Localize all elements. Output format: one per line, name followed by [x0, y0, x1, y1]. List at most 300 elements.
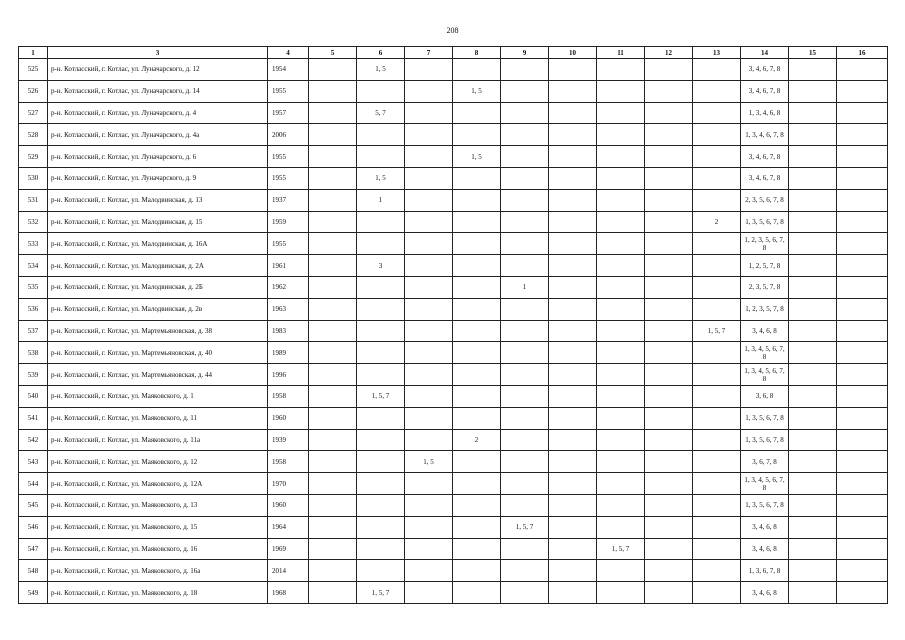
cell-col-8 [453, 167, 501, 189]
cell-col-13 [693, 407, 741, 429]
table-row [19, 560, 888, 582]
cell-col-9 [501, 538, 549, 560]
cell-col-7 [405, 538, 453, 560]
row-number: 544 [19, 473, 48, 495]
cell-col-10 [549, 473, 597, 495]
row-number: 528 [19, 124, 48, 146]
cell-col-6: 1, 5, 7 [357, 385, 405, 407]
cell-col-15 [789, 276, 837, 298]
page-number: 208 [446, 26, 459, 35]
cell-col-11 [597, 80, 645, 102]
cell-col-7 [405, 276, 453, 298]
cell-col-15 [789, 494, 837, 516]
cell-col-6 [357, 560, 405, 582]
address-cell: р-н. Котласский, г. Котлас, ул. Маяковского, д. 13 [48, 494, 268, 516]
cell-col-10 [549, 102, 597, 124]
cell-col-5 [309, 167, 357, 189]
cell-col-14: 1, 3, 5, 6, 7, 8 [741, 494, 789, 516]
column-header-13: 13 [693, 47, 741, 59]
cell-col-6 [357, 451, 405, 473]
year-cell: 1960 [268, 494, 309, 516]
table-row [19, 167, 888, 189]
cell-col-8 [453, 582, 501, 604]
cell-col-8 [453, 124, 501, 146]
year-cell: 1983 [268, 320, 309, 342]
cell-col-7 [405, 298, 453, 320]
cell-col-9 [501, 407, 549, 429]
cell-col-14: 1, 3, 4, 5, 6, 7, 8 [741, 342, 789, 364]
cell-col-16 [837, 473, 888, 495]
year-cell: 1955 [268, 233, 309, 255]
cell-col-15 [789, 364, 837, 386]
cell-col-10 [549, 59, 597, 81]
cell-col-7 [405, 59, 453, 81]
cell-col-6 [357, 342, 405, 364]
cell-col-10 [549, 494, 597, 516]
row-number: 529 [19, 146, 48, 168]
cell-col-12 [645, 189, 693, 211]
cell-col-16 [837, 189, 888, 211]
cell-col-5 [309, 342, 357, 364]
cell-col-16 [837, 538, 888, 560]
cell-col-12 [645, 320, 693, 342]
address-cell: р-н. Котласский, г. Котлас, ул. Луначарского, д. 6 [48, 146, 268, 168]
cell-col-8 [453, 233, 501, 255]
table-row [19, 211, 888, 233]
cell-col-14: 3, 4, 6, 8 [741, 582, 789, 604]
cell-col-10 [549, 516, 597, 538]
cell-col-9 [501, 59, 549, 81]
cell-col-5 [309, 451, 357, 473]
cell-col-7 [405, 189, 453, 211]
row-number: 538 [19, 342, 48, 364]
cell-col-10 [549, 364, 597, 386]
cell-col-15 [789, 189, 837, 211]
address-cell: р-н. Котласский, г. Котлас, ул. Малодвинская, д. 2в [48, 298, 268, 320]
cell-col-12 [645, 407, 693, 429]
table-row [19, 276, 888, 298]
year-cell: 1939 [268, 429, 309, 451]
row-number: 537 [19, 320, 48, 342]
address-cell: р-н. Котласский, г. Котлас, ул. Луначарского, д. 14 [48, 80, 268, 102]
cell-col-7 [405, 364, 453, 386]
year-cell: 1969 [268, 538, 309, 560]
cell-col-8 [453, 59, 501, 81]
cell-col-7 [405, 146, 453, 168]
cell-col-13 [693, 494, 741, 516]
cell-col-13: 1, 5, 7 [693, 320, 741, 342]
cell-col-11 [597, 146, 645, 168]
cell-col-15 [789, 80, 837, 102]
cell-col-7 [405, 80, 453, 102]
cell-col-14: 1, 3, 4, 5, 6, 7, 8 [741, 364, 789, 386]
row-number: 540 [19, 385, 48, 407]
cell-col-14: 3, 4, 6, 7, 8 [741, 59, 789, 81]
year-cell: 1957 [268, 102, 309, 124]
table-row [19, 342, 888, 364]
cell-col-12 [645, 385, 693, 407]
cell-col-5 [309, 407, 357, 429]
address-cell: р-н. Котласский, г. Котлас, ул. Маяковского, д. 15 [48, 516, 268, 538]
cell-col-14: 3, 6, 8 [741, 385, 789, 407]
cell-col-15 [789, 233, 837, 255]
cell-col-14: 3, 4, 6, 8 [741, 320, 789, 342]
cell-col-13 [693, 473, 741, 495]
table-row [19, 233, 888, 255]
cell-col-16 [837, 582, 888, 604]
cell-col-7 [405, 124, 453, 146]
year-cell: 1960 [268, 407, 309, 429]
cell-col-6 [357, 320, 405, 342]
cell-col-8 [453, 189, 501, 211]
cell-col-7 [405, 167, 453, 189]
column-header-5: 5 [309, 47, 357, 59]
cell-col-6 [357, 233, 405, 255]
housing-table [18, 46, 888, 604]
cell-col-11 [597, 342, 645, 364]
cell-col-8 [453, 364, 501, 386]
cell-col-14: 3, 4, 6, 8 [741, 538, 789, 560]
column-header-14: 14 [741, 47, 789, 59]
cell-col-7: 1, 5 [405, 451, 453, 473]
cell-col-5 [309, 80, 357, 102]
cell-col-14: 3, 4, 6, 7, 8 [741, 146, 789, 168]
cell-col-10 [549, 80, 597, 102]
cell-col-15 [789, 255, 837, 277]
cell-col-14: 1, 2, 3, 5, 6, 7, 8 [741, 233, 789, 255]
cell-col-8: 1, 5 [453, 146, 501, 168]
cell-col-5 [309, 59, 357, 81]
cell-col-10 [549, 582, 597, 604]
cell-col-5 [309, 233, 357, 255]
cell-col-8 [453, 538, 501, 560]
year-cell: 1954 [268, 59, 309, 81]
row-number: 542 [19, 429, 48, 451]
row-number: 543 [19, 451, 48, 473]
cell-col-7 [405, 233, 453, 255]
address-cell: р-н. Котласский, г. Котлас, ул. Мартемьяновская, д. 38 [48, 320, 268, 342]
cell-col-12 [645, 451, 693, 473]
cell-col-15 [789, 298, 837, 320]
cell-col-10 [549, 429, 597, 451]
year-cell: 1937 [268, 189, 309, 211]
cell-col-8 [453, 407, 501, 429]
cell-col-9 [501, 364, 549, 386]
cell-col-14: 1, 2, 5, 7, 8 [741, 255, 789, 277]
column-header-10: 10 [549, 47, 597, 59]
cell-col-8 [453, 255, 501, 277]
cell-col-8 [453, 298, 501, 320]
cell-col-12 [645, 473, 693, 495]
cell-col-7 [405, 211, 453, 233]
cell-col-15 [789, 429, 837, 451]
column-header-3: 3 [48, 47, 268, 59]
cell-col-12 [645, 255, 693, 277]
year-cell: 1959 [268, 211, 309, 233]
cell-col-8 [453, 320, 501, 342]
cell-col-12 [645, 211, 693, 233]
cell-col-9 [501, 211, 549, 233]
cell-col-5 [309, 364, 357, 386]
cell-col-11 [597, 320, 645, 342]
cell-col-14: 1, 3, 5, 6, 7, 8 [741, 429, 789, 451]
table-row [19, 538, 888, 560]
cell-col-15 [789, 582, 837, 604]
cell-col-9 [501, 189, 549, 211]
cell-col-8 [453, 342, 501, 364]
cell-col-12 [645, 494, 693, 516]
cell-col-13 [693, 189, 741, 211]
table-row [19, 255, 888, 277]
cell-col-16 [837, 451, 888, 473]
cell-col-16 [837, 233, 888, 255]
cell-col-5 [309, 146, 357, 168]
cell-col-14: 1, 3, 5, 6, 7, 8 [741, 407, 789, 429]
cell-col-7 [405, 516, 453, 538]
header-row [19, 47, 888, 59]
cell-col-15 [789, 560, 837, 582]
cell-col-10 [549, 320, 597, 342]
column-header-16: 16 [837, 47, 888, 59]
cell-col-16 [837, 146, 888, 168]
cell-col-14: 2, 3, 5, 6, 7, 8 [741, 189, 789, 211]
cell-col-13 [693, 429, 741, 451]
cell-col-14: 1, 3, 4, 6, 8 [741, 102, 789, 124]
cell-col-5 [309, 124, 357, 146]
cell-col-14: 3, 4, 6, 8 [741, 516, 789, 538]
address-cell: р-н. Котласский, г. Котлас, ул. Мартемьяновская, д. 40 [48, 342, 268, 364]
cell-col-10 [549, 451, 597, 473]
cell-col-15 [789, 124, 837, 146]
year-cell: 1964 [268, 516, 309, 538]
cell-col-6: 1, 5 [357, 59, 405, 81]
cell-col-6 [357, 298, 405, 320]
column-header-1: 1 [19, 47, 48, 59]
cell-col-16 [837, 59, 888, 81]
cell-col-14: 3, 6, 7, 8 [741, 451, 789, 473]
cell-col-13 [693, 582, 741, 604]
cell-col-12 [645, 342, 693, 364]
address-cell: р-н. Котласский, г. Котлас, ул. Маяковского, д. 1 [48, 385, 268, 407]
cell-col-12 [645, 516, 693, 538]
table-row [19, 102, 888, 124]
cell-col-9 [501, 473, 549, 495]
year-cell: 1963 [268, 298, 309, 320]
cell-col-11 [597, 385, 645, 407]
cell-col-14: 1, 3, 4, 6, 7, 8 [741, 124, 789, 146]
cell-col-15 [789, 538, 837, 560]
address-cell: р-н. Котласский, г. Котлас, ул. Маяковского, д. 18 [48, 582, 268, 604]
year-cell: 1970 [268, 473, 309, 495]
year-cell: 1955 [268, 146, 309, 168]
cell-col-7 [405, 582, 453, 604]
cell-col-15 [789, 211, 837, 233]
cell-col-16 [837, 516, 888, 538]
cell-col-16 [837, 298, 888, 320]
cell-col-5 [309, 320, 357, 342]
cell-col-16 [837, 385, 888, 407]
cell-col-9 [501, 233, 549, 255]
column-header-9: 9 [501, 47, 549, 59]
cell-col-6 [357, 80, 405, 102]
cell-col-9 [501, 255, 549, 277]
cell-col-9 [501, 298, 549, 320]
cell-col-10 [549, 167, 597, 189]
row-number: 527 [19, 102, 48, 124]
cell-col-11 [597, 407, 645, 429]
cell-col-10 [549, 298, 597, 320]
cell-col-6: 1 [357, 189, 405, 211]
year-cell: 1989 [268, 342, 309, 364]
table-row [19, 516, 888, 538]
cell-col-13 [693, 342, 741, 364]
cell-col-5 [309, 516, 357, 538]
cell-col-9: 1, 5, 7 [501, 516, 549, 538]
address-cell: р-н. Котласский, г. Котлас, ул. Маяковского, д. 11 [48, 407, 268, 429]
address-cell: р-н. Котласский, г. Котлас, ул. Маяковского, д. 16 [48, 538, 268, 560]
cell-col-15 [789, 516, 837, 538]
cell-col-6: 1, 5 [357, 167, 405, 189]
cell-col-15 [789, 473, 837, 495]
cell-col-8 [453, 451, 501, 473]
cell-col-9 [501, 560, 549, 582]
cell-col-9: 1 [501, 276, 549, 298]
cell-col-15 [789, 407, 837, 429]
cell-col-13 [693, 451, 741, 473]
address-cell: р-н. Котласский, г. Котлас, ул. Мартемьяновская, д. 44 [48, 364, 268, 386]
cell-col-10 [549, 146, 597, 168]
cell-col-13 [693, 538, 741, 560]
cell-col-8: 1, 5 [453, 80, 501, 102]
cell-col-11 [597, 102, 645, 124]
table-row [19, 124, 888, 146]
cell-col-5 [309, 582, 357, 604]
cell-col-8 [453, 211, 501, 233]
cell-col-16 [837, 320, 888, 342]
table-row [19, 385, 888, 407]
cell-col-15 [789, 385, 837, 407]
cell-col-16 [837, 364, 888, 386]
cell-col-7 [405, 494, 453, 516]
cell-col-8 [453, 560, 501, 582]
cell-col-15 [789, 102, 837, 124]
cell-col-9 [501, 146, 549, 168]
cell-col-6 [357, 276, 405, 298]
column-header-12: 12 [645, 47, 693, 59]
cell-col-7 [405, 385, 453, 407]
cell-col-12 [645, 560, 693, 582]
cell-col-14: 1, 3, 4, 5, 6, 7, 8 [741, 473, 789, 495]
cell-col-12 [645, 167, 693, 189]
cell-col-11: 1, 5, 7 [597, 538, 645, 560]
cell-col-13 [693, 59, 741, 81]
cell-col-13 [693, 276, 741, 298]
address-cell: р-н. Котласский, г. Котлас, ул. Маяковского, д. 12А [48, 473, 268, 495]
table-row [19, 364, 888, 386]
address-cell: р-н. Котласский, г. Котлас, ул. Луначарского, д. 4а [48, 124, 268, 146]
address-cell: р-н. Котласский, г. Котлас, ул. Луначарского, д. 4 [48, 102, 268, 124]
cell-col-13 [693, 298, 741, 320]
cell-col-9 [501, 429, 549, 451]
cell-col-5 [309, 473, 357, 495]
cell-col-6: 3 [357, 255, 405, 277]
cell-col-6 [357, 364, 405, 386]
cell-col-10 [549, 233, 597, 255]
cell-col-5 [309, 560, 357, 582]
cell-col-9 [501, 102, 549, 124]
cell-col-16 [837, 124, 888, 146]
row-number: 549 [19, 582, 48, 604]
address-cell: р-н. Котласский, г. Котлас, ул. Малодвинская, д. 2А [48, 255, 268, 277]
cell-col-9 [501, 167, 549, 189]
cell-col-8: 2 [453, 429, 501, 451]
cell-col-5 [309, 189, 357, 211]
table-row [19, 146, 888, 168]
cell-col-14: 1, 2, 3, 5, 7, 8 [741, 298, 789, 320]
cell-col-11 [597, 494, 645, 516]
cell-col-11 [597, 298, 645, 320]
year-cell: 1961 [268, 255, 309, 277]
cell-col-5 [309, 429, 357, 451]
table-row [19, 429, 888, 451]
cell-col-15 [789, 320, 837, 342]
cell-col-7 [405, 473, 453, 495]
cell-col-12 [645, 233, 693, 255]
cell-col-14: 1, 3, 6, 7, 8 [741, 560, 789, 582]
cell-col-8 [453, 102, 501, 124]
cell-col-9 [501, 582, 549, 604]
cell-col-16 [837, 407, 888, 429]
cell-col-6 [357, 146, 405, 168]
cell-col-15 [789, 146, 837, 168]
cell-col-6 [357, 429, 405, 451]
cell-col-10 [549, 255, 597, 277]
cell-col-11 [597, 473, 645, 495]
cell-col-7 [405, 342, 453, 364]
cell-col-16 [837, 102, 888, 124]
cell-col-9 [501, 451, 549, 473]
cell-col-15 [789, 59, 837, 81]
table-row [19, 80, 888, 102]
year-cell: 1958 [268, 451, 309, 473]
cell-col-15 [789, 451, 837, 473]
cell-col-5 [309, 538, 357, 560]
cell-col-14: 2, 3, 5, 7, 8 [741, 276, 789, 298]
cell-col-11 [597, 364, 645, 386]
cell-col-5 [309, 211, 357, 233]
cell-col-16 [837, 80, 888, 102]
table-row [19, 494, 888, 516]
table-row [19, 451, 888, 473]
row-number: 545 [19, 494, 48, 516]
column-header-7: 7 [405, 47, 453, 59]
row-number: 539 [19, 364, 48, 386]
row-number: 536 [19, 298, 48, 320]
table-row [19, 320, 888, 342]
cell-col-13 [693, 560, 741, 582]
address-cell: р-н. Котласский, г. Котлас, ул. Луначарского, д. 12 [48, 59, 268, 81]
address-cell: р-н. Котласский, г. Котлас, ул. Маяковского, д. 11а [48, 429, 268, 451]
column-header-8: 8 [453, 47, 501, 59]
table-row [19, 473, 888, 495]
cell-col-9 [501, 124, 549, 146]
cell-col-7 [405, 407, 453, 429]
cell-col-5 [309, 102, 357, 124]
cell-col-6 [357, 516, 405, 538]
cell-col-11 [597, 255, 645, 277]
table-row [19, 189, 888, 211]
table-row [19, 407, 888, 429]
